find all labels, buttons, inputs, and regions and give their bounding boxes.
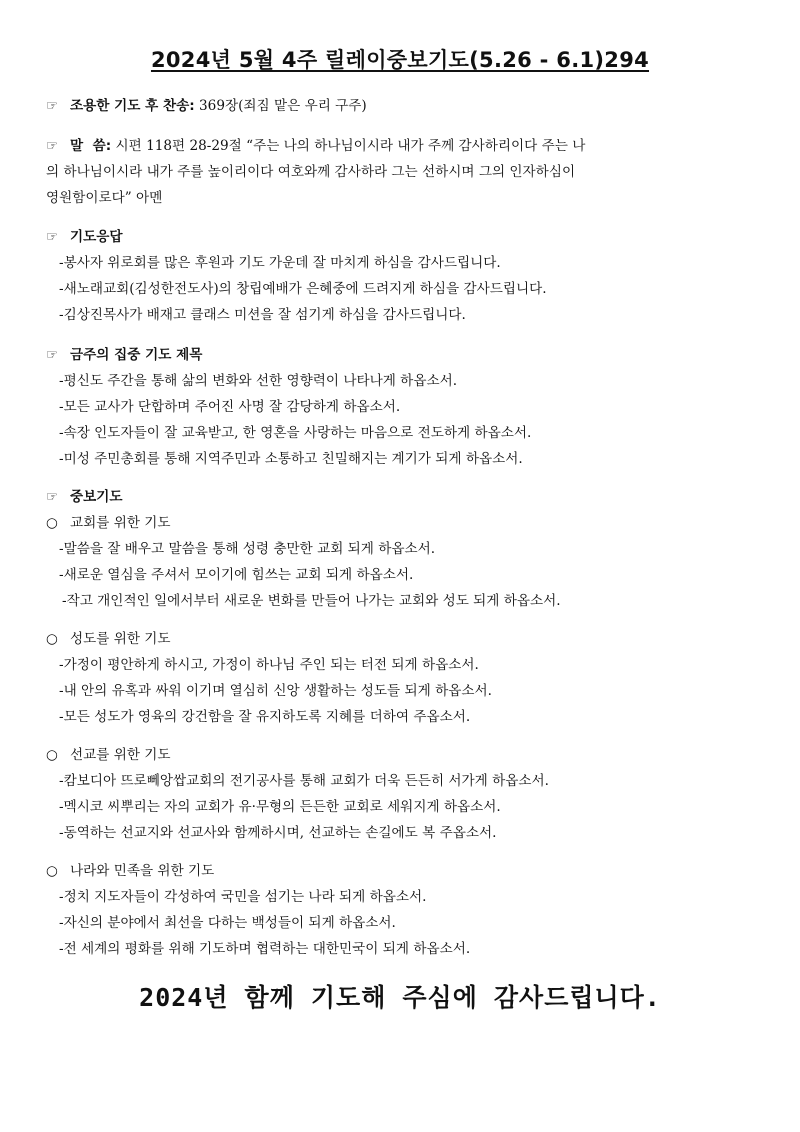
mission-prayer-group xyxy=(46,742,758,846)
word-text-line: 시편 118편 28-29절 “주는 나의 하나님이시라 내가 주께 감사하리이다 주는 나 xyxy=(115,138,586,154)
answers-section xyxy=(46,224,758,328)
pointing-hand-icon: ☞ xyxy=(46,347,59,363)
group-heading-text: 성도를 위한 기도 xyxy=(70,631,171,647)
pointing-hand-icon: ☞ xyxy=(46,138,59,154)
pointing-hand-icon: ☞ xyxy=(46,229,59,245)
list-item: -김상진목사가 배재고 클래스 미션을 잘 섬기게 하심을 감사드립니다. xyxy=(59,307,466,323)
word-text-line: 의 하나님이시라 내가 주를 높이리이다 여호와께 감사하라 그는 선하시며 그의 인자하심이 xyxy=(46,164,576,180)
pointing-hand-icon: ☞ xyxy=(46,489,59,505)
list-item: -작고 개인적인 일에서부터 새로운 변화를 만들어 나가는 교회와 성도 되게 하옵소서. xyxy=(62,593,561,609)
list-item: -동역하는 선교지와 선교사와 함께하시며, 선교하는 손길에도 복 주옵소서. xyxy=(59,825,497,841)
church-prayer-group xyxy=(46,510,758,614)
group-heading-text: 교회를 위한 기도 xyxy=(70,515,171,531)
focus-label: 금주의 집중 기도 제목 xyxy=(70,347,203,363)
word-text-line: 영원함이로다” 아멘 xyxy=(46,190,163,206)
circle-bullet-icon: ○ xyxy=(46,863,58,879)
hymn-text: 369장(죄짐 맡은 우리 구주) xyxy=(199,98,367,114)
group-heading xyxy=(46,858,758,884)
closing-message: 2024년 함께 기도해 주심에 감사드립니다. xyxy=(139,983,661,1012)
group-heading xyxy=(46,742,758,768)
saints-prayer-group xyxy=(46,626,758,730)
list-item: -자신의 분야에서 최선을 다하는 백성들이 되게 하옵소서. xyxy=(59,915,396,931)
list-item: -평신도 주간을 통해 삶의 변화와 선한 영향력이 나타나게 하옵소서. xyxy=(59,373,458,389)
list-item: -모든 교사가 단합하며 주어진 사명 잘 감당하게 하옵소서. xyxy=(59,399,401,415)
list-item: -가정이 평안하게 하시고, 가정이 하나님 주인 되는 터전 되게 하옵소서. xyxy=(59,657,479,673)
list-item: -속장 인도자들이 잘 교육받고, 한 영혼을 사랑하는 마음으로 전도하게 하옵소서. xyxy=(59,425,532,441)
circle-bullet-icon: ○ xyxy=(46,515,58,531)
list-item: -캄보디아 뜨로뻬앙쌉교회의 전기공사를 통해 교회가 더욱 든든히 서가게 하옵소서. xyxy=(59,773,549,789)
word-section xyxy=(46,133,758,211)
group-heading-text: 나라와 민족을 위한 기도 xyxy=(70,863,215,879)
hymn-label: 조용한 기도 후 찬송 xyxy=(70,98,190,114)
focus-section xyxy=(46,342,758,472)
answers-heading xyxy=(46,224,758,250)
group-heading-text: 선교를 위한 기도 xyxy=(70,747,171,763)
word-line xyxy=(46,133,758,159)
focus-heading xyxy=(46,342,758,368)
list-item: -내 안의 유혹과 싸워 이기며 열심히 신앙 생활하는 성도들 되게 하옵소서. xyxy=(59,683,492,699)
list-item: -봉사자 위로회를 많은 후원과 기도 가운데 잘 마치게 하심을 감사드립니다. xyxy=(59,255,501,271)
list-item: -말씀을 잘 배우고 말씀을 통해 성령 충만한 교회 되게 하옵소서. xyxy=(59,541,436,557)
list-item: -새노래교회(김성한전도사)의 창립예배가 은혜중에 드려지게 하심을 감사드립니다. xyxy=(59,281,547,297)
list-item: -모든 성도가 영육의 강건함을 잘 유지하도록 지혜를 더하여 주옵소서. xyxy=(59,709,471,725)
pointing-hand-icon: ☞ xyxy=(46,98,59,114)
word-colon: : xyxy=(105,138,112,154)
intercession-heading xyxy=(46,484,758,510)
intercession-label: 중보기도 xyxy=(70,489,123,505)
list-item: -멕시코 씨뿌리는 자의 교회가 유·무형의 든든한 교회로 세워지게 하옵소서. xyxy=(59,799,501,815)
hymn-colon: : xyxy=(189,98,195,114)
hymn-section xyxy=(46,93,758,119)
nation-prayer-group xyxy=(46,858,758,962)
answers-label: 기도응답 xyxy=(70,229,123,245)
page-title: 2024년 5월 4주 릴레이중보기도(5.26 - 6.1)294 xyxy=(150,48,650,72)
circle-bullet-icon: ○ xyxy=(46,631,58,647)
list-item: -정치 지도자들이 각성하여 국민을 섬기는 나라 되게 하옵소서. xyxy=(59,889,427,905)
circle-bullet-icon: ○ xyxy=(46,747,58,763)
list-item: -미성 주민총회를 통해 지역주민과 소통하고 친밀해지는 계기가 되게 하옵소서. xyxy=(59,451,523,467)
group-heading xyxy=(46,626,758,652)
list-item: -전 세계의 평화를 위해 기도하며 협력하는 대한민국이 되게 하옵소서. xyxy=(59,941,471,957)
list-item: -새로운 열심을 주셔서 모이기에 힘쓰는 교회 되게 하옵소서. xyxy=(59,567,414,583)
word-label: 말 씀 xyxy=(70,138,106,154)
group-heading xyxy=(46,510,758,536)
